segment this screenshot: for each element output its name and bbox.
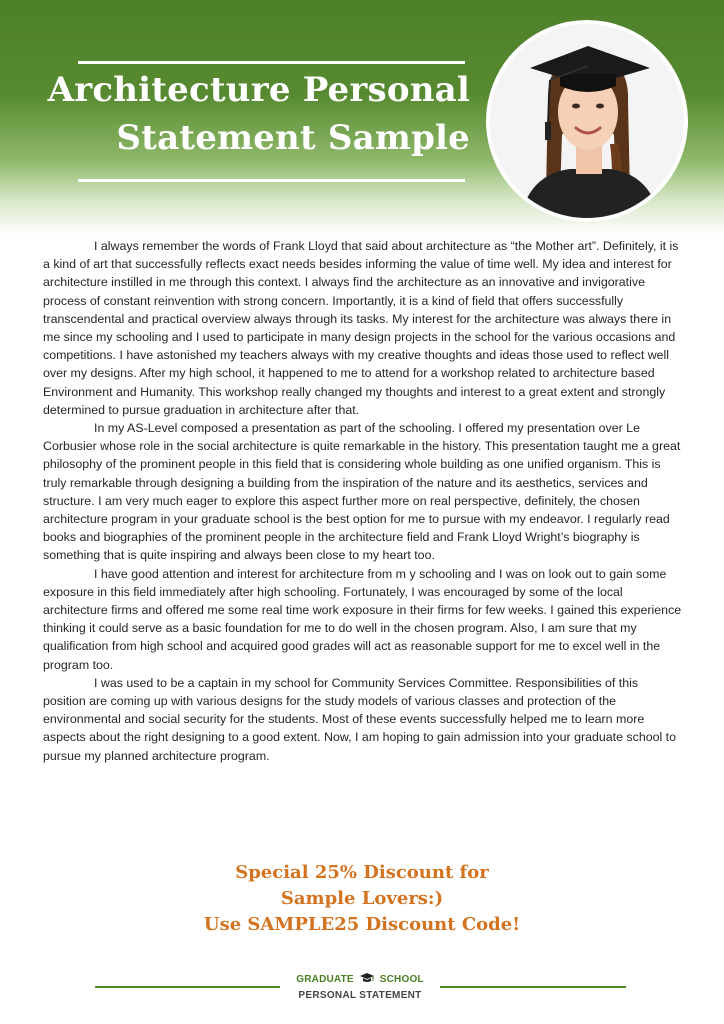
paragraph-4: I was used to be a captain in my school for Community Services Committee. Responsibilities of this position are coming up with various designs for the study models of various classes and protection of the environmental and social security for the students. Most of these events successfully helped me to learn more aspects about the right designing to a good extent. Now, I am hoping to gain admission into your graduate school to pursue my planned architecture program. [43, 675, 677, 763]
title-bottom-rule [78, 179, 465, 182]
graduation-cap-icon [359, 972, 375, 989]
footer-rule-left [95, 986, 280, 988]
title-line-1: Architecture Personal [47, 70, 470, 110]
paragraph-1: I always remember the words of Frank Lloyd that said about architecture as “the Mother art”. Definitely, it is a kind of art that successfully reflects exact needs besides informing the value of time well. My idea and interest for architecture instilled in me through this context. I always find the architecture as an innovative and invigorative process of constant reinvention with strong concern. Importantly, it is a kind of field that offers successfully transcendental and practical overview always through its tasks. My interest for the architecture was always there in me since my schooling and I used to participate in many design projects in the school for the various occasions and competitions. I have astonished my teachers always with my creative thoughts and ideas those used to reflect well over my designs. After my high school, it happened to me to attend for a workshop related to architecture based Environment and Humanity. This workshop really changed my thoughts and interest to a great extent and strongly determined to pursue graduation in architecture after that. [43, 239, 679, 417]
logo-word-school: SCHOOL [379, 974, 424, 985]
statement-body [43, 237, 683, 765]
promo-line-1: Special 25% Discount for [235, 862, 489, 883]
title-line-2: Statement Sample [116, 118, 470, 158]
promo-line-3: Use SAMPLE25 Discount Code! [203, 914, 521, 935]
graduate-portrait-icon [490, 24, 684, 218]
promo-line-2: Sample Lovers:) [280, 888, 444, 909]
logo-word-graduate: GRADUATE [296, 974, 354, 985]
footer-logo [280, 972, 440, 1003]
paragraph-2: In my AS-Level composed a presentation as part of the schooling. I offered my presentation over Le Corbusier whose role in the social architecture is quite remarkable in the history. This presentation taught me a great philosophy of the prominent people in this field that is considering whole building as one unified organism. This is truly remarkable through designing a building from the inspiration of the nature and its aesthetics, services and structure. I am very much eager to explore this aspect further more on real perspective, definitely, the chosen architecture program in your graduate school is the best option for me to pursue with my endeavor. I regularly read books and biographies of the prominent people in the architecture field and Frank Lloyd Wright’s biography is something that is quite inspiring and always been close to my heart too. [43, 421, 681, 563]
logo-subtitle: PERSONAL STATEMENT [298, 990, 422, 1001]
discount-promo [0, 860, 724, 938]
paragraph-3: I have good attention and interest for architecture from m y schooling and I was on look out to gain some exposure in this field immediately after high schooling. Fortunately, I was encouraged by some of the local architecture firms and offered me some real time work exposure in their firms for few weeks. I gained this experience thinking it could serve as a basic foundation for me to do well in the chosen program. Also, I am sure that my qualification from high school and acquired good grades will act as reasonable support for me to excel well in the program too. [43, 566, 682, 672]
page-title [30, 66, 470, 162]
footer-rule-right [440, 986, 626, 988]
title-top-rule [78, 61, 465, 64]
graduate-portrait-photo [486, 20, 688, 222]
